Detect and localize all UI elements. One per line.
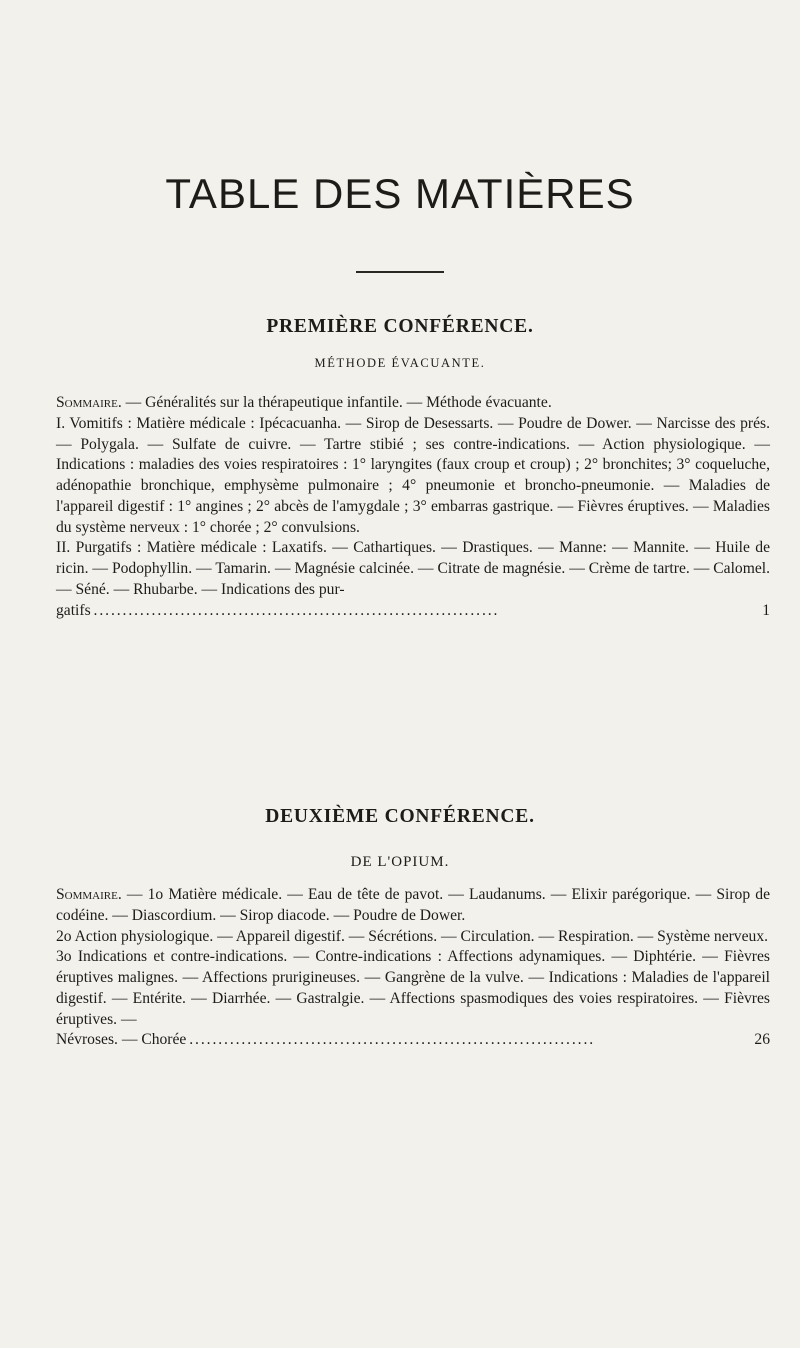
section-2-paragraph-2: 3o Indications et contre-indications. — Contre-indications : Affections adynamiques. — Diphtérie. — Fièvres éruptives malignes. — Affections prurigineuses. — Gangrène de la vulve. — Indications : Maladies de l'appareil digestif. — Entérite. — Diarrhée. — Gastralgie. — Affections spasmodiques des voies respiratoires. — Fièvres éruptives. —	[56, 948, 770, 1028]
section-1-page-number: 1	[762, 601, 770, 619]
section-1-page-ref	[56, 601, 770, 622]
section-2-heading: DEUXIÈME CONFÉRENCE.	[265, 806, 535, 827]
summary-text: — Généralités sur la thérapeutique infantile. — Méthode évacuante.	[121, 394, 552, 411]
summary-label: Sommaire.	[56, 394, 122, 411]
section-2-last-line: Névroses. — Chorée . . .	[56, 1030, 748, 1051]
summary-label: Sommaire.	[56, 886, 122, 903]
section-1-paragraph-2: II. Purgatifs : Matière médicale : Laxatifs. — Cathartiques. — Drastiques. — Manne: — Mannite. — Huile de ricin. — Podophyllin. — Tamarin. — Magnésie calcinée. — Citrate de magnésie. — Crème de tartre. — Calomel. — Séné. — Rhubarbe. — Indications des pur-	[56, 539, 770, 598]
section-2-paragraph-1: 2o Action physiologique. — Appareil digestif. — Sécrétions. — Circulation. — Respiration. — Système nerveux.	[56, 927, 769, 945]
section-1-subheading: MÉTHODE ÉVACUANTE.	[314, 356, 486, 370]
section-1-paragraph-1: I. Vomitifs : Matière médicale : Ipécacuanha. — Sirop de Desessarts. — Poudre de Dower. — Narcisse des prés. — Polygala. — Sulfate de cuivre. — Tartre stibié ; ses contre-indications. — Action physiologique. — Indications : maladies des voies respiratoires : 1° laryngites (faux croup et croup) ; 2° bronchites; 3° coqueluche, adénopathie bronchique, emphysème pulmonaire ; 4° pneumonie et broncho-pneumonie. — Maladies de l'appareil digestif : 1° angines ; 2° abcès de l'amygdale ; 3° embarras gastrique. — Fièvres éruptives. — Maladies du système nerveux : 1° chorée ; 2° convulsions.	[56, 414, 770, 536]
section-2-body	[56, 885, 770, 1051]
page-title: TABLE DES MATIÈRES	[165, 170, 635, 217]
section-1-last-line: gatifs . . .	[56, 601, 756, 622]
section-1-body	[56, 393, 770, 621]
section-1-summary	[56, 393, 770, 414]
section-2-header	[0, 806, 800, 871]
section-2-subheading: DE L'OPIUM.	[350, 854, 450, 870]
section-1-header	[0, 316, 800, 371]
title-rule	[356, 271, 444, 273]
section-2-page-ref	[56, 1030, 770, 1051]
section-1-heading: PREMIÈRE CONFÉRENCE.	[266, 316, 534, 337]
section-2-page-number: 26	[754, 1031, 770, 1049]
summary-text: — 1o Matière médicale. — Eau de tête de pavot. — Laudanums. — Elixir parégorique. — Sirop de codéine. — Diascordium. — Sirop diacode. — Poudre de Dower.	[56, 886, 770, 924]
section-2-summary	[56, 885, 770, 927]
